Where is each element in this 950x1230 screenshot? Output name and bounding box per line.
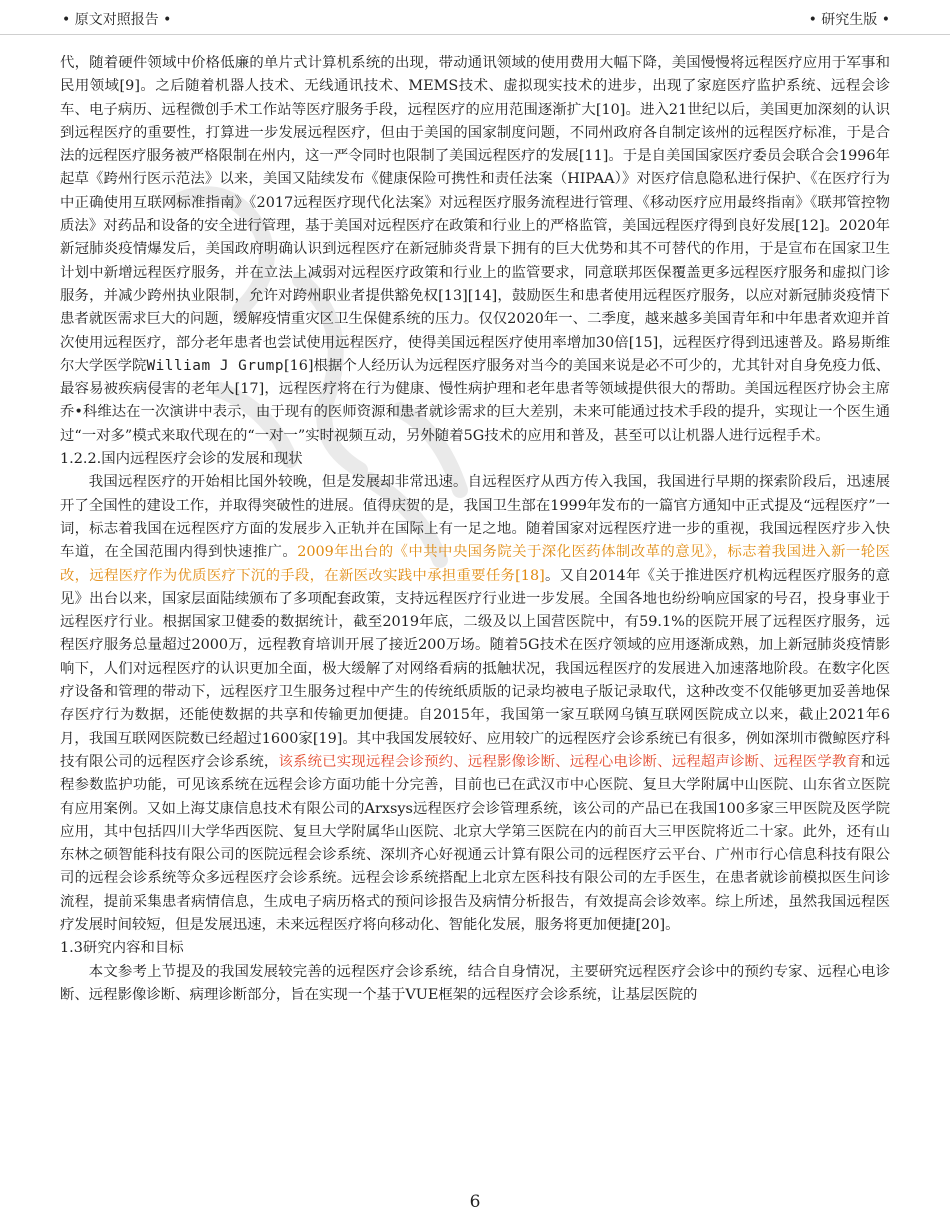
red-highlighted-text: 该系统已实现远程会诊预约、远程影像诊断、远程心电诊断、远程超声诊断、远程医学教育 <box>278 753 862 770</box>
document-body <box>60 52 890 1007</box>
page-header <box>0 0 950 35</box>
paragraph-china-telemedicine <box>60 471 890 937</box>
paragraph-text: 和远程参数监护功能，可见该系统在远程会诊方面功能十分完善，目前也已在武汉市中心医院、复旦大学附属中山医院、山东省立医院有应用案例。又如上海艾康信息技术有限公司的Arxsys远程医疗会诊管理系统，该公司的产品已在我国100多家三甲医院及医学院应用，其中包括四川大学华西医院、复旦大学附属华山医院、北京大学第三医院在内的前百大三甲医院将近二十家。此外，还有山东林之硕智能科技有限公司的医院远程会诊系统、深圳齐心好视通云计算有限公司的远程医疗云平台、广州市行心信息科技有限公司的远程会诊系统等众多远程医疗会诊系统。远程会诊系统搭配上北京左医科技有限公司的左手医生，在患者就诊前模拟医生问诊流程，提前采集患者病情信息，生成电子病历格式的预问诊报告及病情分析报告，有效提高会诊效率。综上所述，虽然我国远程医疗发展时间较短，但是发展迅速，未来远程医疗将向移动化、智能化发展，服务将更加便捷[20]。 <box>60 753 890 933</box>
author-name-text: William J Grump <box>146 357 284 374</box>
section-heading-1-3: 1.3研究内容和目标 <box>60 940 184 957</box>
header-right-label: • 研究生版 • <box>808 12 890 28</box>
paragraph-text: 代，随着硬件领域中价格低廉的单片式计算机系统的出现，带动通讯领域的使用费用大幅下降，美国慢慢将远程医疗应用于军事和民用领域[9]。之后随着机器人技术、无线通讯技术、MEMS技术、虚拟现实技术的进步，出现了家庭医疗监护系统、远程会诊车、电子病历、远程微创手术工作站等医疗服务手段，远程医疗的应用范围逐渐扩大[10]。进入21世纪以后，美国更加深刻的认识到远程医疗的重要性，打算进一步发展远程医疗，但由于美国的国家制度问题，不同州政府各自制定该州的远程医疗标准，于是合法的远程医疗服务被严格限制在州内，这一严令同时也限制了美国远程医疗的发展[11]。于是自美国国家医疗委员会联合会1996年起草《跨州行医示范法》以来，美国又陆续发布《健康保险可携性和责任法案（HIPAA）》对医疗信息隐私进行保护、《在医疗行为中正确使用互联网标准指南》《2017远程医疗现代化法案》对远程医疗服务流程进行管理、《移动医疗应用最终指南》《联邦管控物质法》对药品和设备的安全进行管理，基于美国对远程医疗在政策和行业上的严格监管，美国远程医疗得到良好发展[12]。2020年新冠肺炎疫情爆发后，美国政府明确认识到远程医疗在新冠肺炎背景下拥有的巨大优势和其不可替代的作用，于是宣布在国家卫生计划中新增远程医疗服务，并在立法上减弱对远程医疗政策和行业上的监管要求，同意联邦医保覆盖更多远程医疗服务和虚拟门诊服务，并减少跨州执业限制，允许对跨州职业者提供豁免权[13][14]，鼓励医生和患者使用远程医疗服务，以应对新冠肺炎疫情下患者就医需求巨大的问题，缓解疫情重灾区卫生保健系统的压力。仅仅2020年一、二季度，越来越多美国青年和中年患者欢迎并首次使用远程医疗，部分老年患者也尝试使用远程医疗，使得美国远程医疗使用率增加30倍[15]，远程医疗得到迅速普及。路易斯维尔大学医学院 <box>60 55 890 374</box>
paragraph-text: [16]根据个人经历认为远程医疗服务对当今的美国来说是必不可少的，尤其针对自身免疫力低、最容易被疾病侵害的老年人[17]，远程医疗将在行为健康、慢性病护理和老年患者等领域提供很大的帮助。美国远程医疗协会主席乔•科维达在一次演讲中表示，由于现有的医师资源和患者就诊需求的巨大差别，未来可能通过技术手段的提升，实现让一个医生通过“一对多”模式来取代现在的“一对一”实时视频互动，另外随着5G技术的应用和普及，甚至可以让机器人进行远程手术。 <box>60 357 891 444</box>
paragraph-text: 我国远程医疗的开始相比国外较晚，但是发展却非常迅速。自远程医疗从西方传入我国，我国进行早期的探索阶段后，迅速展开了全国性的建设工作，并取得突破性的进展。值得庆贺的是，我国卫生部在1999年发布的一篇官方通知中正式提及“远程医疗”一词，标志着我国在远程医疗方面的发展步入正轨并在国际上有一足之地。随着国家对远程医疗进一步的重视，我国远程医疗步入快车道，在全国范围内得到快速推广。 <box>60 474 890 561</box>
paragraph-text: 。又自2014年《关于推进医疗机构远程医疗服务的意见》出台以来，国家层面陆续颁布了多项配套政策，支持远程医疗行业进一步发展。全国各地也纷纷响应国家的号召，投身事业于远程医疗行业。根据国家卫健委的数据统计，截至2019年底，二级及以上国营医院中，有59.1%的医院开展了远程医疗服务，远程医疗服务总量超过2000万，远程教育培训开展了接近200万场。随着5G技术在医疗领域的应用逐渐成熟，加上新冠肺炎疫情影响下，人们对远程医疗的认识更加全面，极大缓解了对网络看病的抵触状况，我国远程医疗的发展进入加速落地阶段。在数字化医疗设备和管理的带动下，远程医疗卫生服务过程中产生的传统纸质版的记录均被电子版记录取代，这种改变不仅能够更加妥善地保存医疗行为数据，还能使数据的共享和传输更加便捷。自2015年，我国第一家互联网乌镇互联网医院成立以来，截止2021年6月，我国互联网医院数已经超过1600家[19]。其中我国发展较好、应用较广的远程医疗会诊系统已有很多，例如深圳市微鲸医疗科技有限公司的远程医疗会诊系统， <box>60 567 891 770</box>
paragraph-research-content: 本文参考上节提及的我国发展较完善的远程医疗会诊系统，结合自身情况，主要研究远程医疗会诊中的预约专家、远程心电诊断、远程影像诊断、病理诊断部分，旨在实现一个基于VUE框架的远程医疗会诊系统，让基层医院的 <box>60 963 890 1003</box>
paragraph-us-telemedicine <box>60 52 890 448</box>
highlighted-text: 2009年出台的《中共中央国务院关于深化医药体制改革的意见》，标志着我国进入新一轮医改，远程医疗作为优质医疗下沉的手段，在新医改实践中承担重要任务[18] <box>60 544 890 584</box>
header-left-label: • 原文对照报告 • <box>62 12 172 28</box>
page-number: 6 <box>469 1192 481 1212</box>
section-heading-1-2-2: 1.2.2.国内远程医疗会诊的发展和现状 <box>60 451 303 468</box>
